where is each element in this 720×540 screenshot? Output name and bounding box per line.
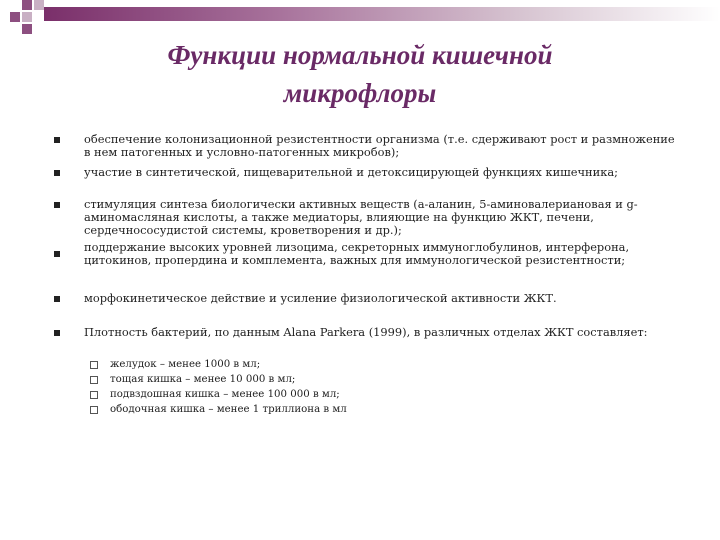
hollow-square-bullet-icon xyxy=(90,376,98,384)
decor-square xyxy=(22,24,32,34)
hollow-square-bullet-icon xyxy=(90,391,98,399)
title-line-2: микрофлоры xyxy=(283,78,437,108)
sub-list-item xyxy=(90,388,650,401)
bullet-text: Плотность бактерий, по данным Alana Parkera (1999), в различных отделах ЖКТ составляет: xyxy=(84,325,648,339)
sub-bullet-text: тощая кишка – менее 10 000 в мл; xyxy=(110,374,296,385)
square-bullet-icon xyxy=(54,251,60,257)
bullet-text: поддержание высоких уровней лизоцима, секреторных иммуноглобулинов, интерферона, цитокинов, пропердина и комплемента, важных для иммунологической резистентности; xyxy=(84,240,630,267)
decor-square xyxy=(22,0,32,10)
header-gradient-bar xyxy=(44,7,720,21)
bullet-text: морфокинетическое действие и усиление физиологической активности ЖКТ. xyxy=(84,291,557,305)
title-line-1: Функции нормальной кишечной xyxy=(167,40,553,70)
hollow-square-bullet-icon xyxy=(90,406,98,414)
square-bullet-icon xyxy=(54,296,60,302)
slide-title xyxy=(40,36,680,112)
decor-square xyxy=(34,0,44,10)
square-bullet-icon xyxy=(54,202,60,208)
hollow-square-bullet-icon xyxy=(90,361,98,369)
sub-list-item xyxy=(90,403,650,416)
sub-bullet-text: подвздошная кишка – менее 100 000 в мл; xyxy=(110,389,340,400)
decor-square xyxy=(22,12,32,22)
bullet-text: обеспечение колонизационной резистентности организма (т.е. сдерживают рост и размножение в нем патогенных и условно-патогенных микробов); xyxy=(84,132,675,159)
bullet-text: участие в синтетической, пищеварительной и детоксицирующей функциях кишечника; xyxy=(84,165,618,179)
decor-square xyxy=(10,12,20,22)
square-bullet-icon xyxy=(54,137,60,143)
bullet-text: стимуляция синтеза биологически активных веществ (а-аланин, 5-аминовалериановая и g-аминомасляная кислоты, а также медиаторы, влияющие на функцию ЖКТ, печени, сердечнососудистой системы, кроветворения и др.); xyxy=(84,197,638,237)
square-bullet-icon xyxy=(54,330,60,336)
sub-bullet-text: желудок – менее 1000 в мл; xyxy=(110,359,261,370)
sub-list-item xyxy=(90,373,650,386)
square-bullet-icon xyxy=(54,170,60,176)
sub-list-item xyxy=(90,358,650,371)
sub-bullet-text: ободочная кишка – менее 1 триллиона в мл xyxy=(110,404,347,415)
